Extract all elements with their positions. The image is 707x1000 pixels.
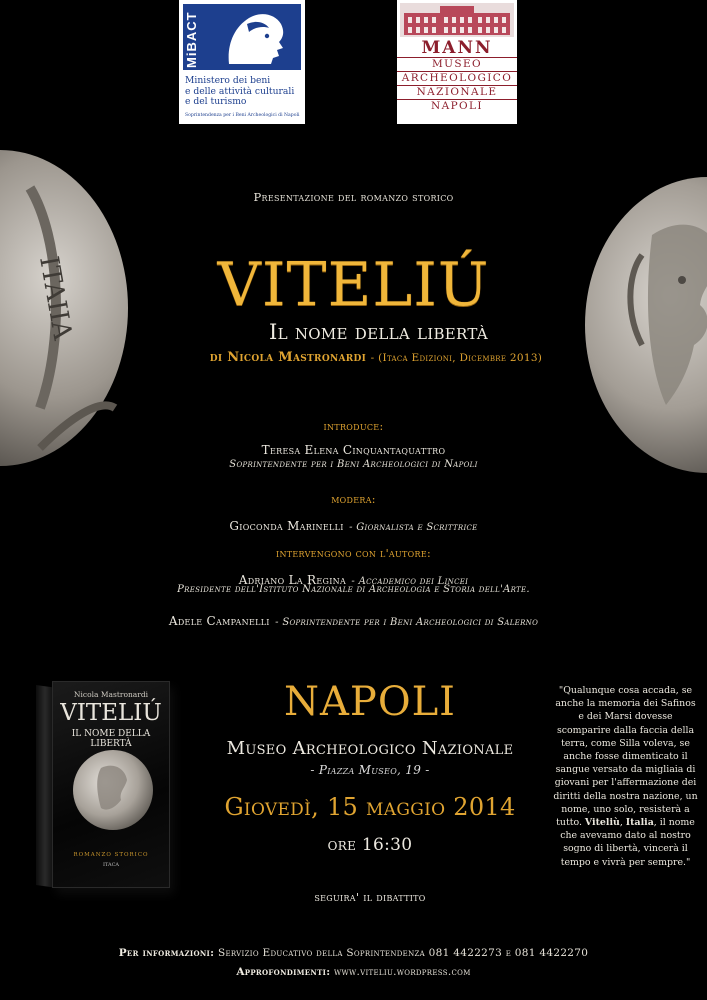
book-quote (553, 684, 698, 869)
footer-info-text: Servizio Educativo della Soprintendenza 081 4422273 e 081 4422270 (214, 947, 589, 959)
mibact-line-2: e delle attività culturali (185, 85, 295, 97)
event-venue: Museo Archeologico Nazionale (226, 738, 514, 759)
event-address: - Piazza Museo, 19 - (310, 763, 430, 777)
introduce-desc: Soprintendente per i Beni Archeologici di Napoli (229, 459, 478, 470)
mann-line-2: ARCHEOLOGICO (397, 71, 517, 85)
event-time: ore 16:30 (327, 835, 413, 855)
museum-building-icon (400, 3, 514, 37)
presentation-intro: Presentazione del romanzo storico (253, 190, 454, 204)
speaker-1-desc: - Accademico dei Lincei (351, 576, 469, 587)
modera-desc: - Giornalista e Scrittrice (349, 522, 478, 533)
book-cover-subtitle: IL NOME DELLA LIBERTÀ (71, 729, 151, 749)
event-followup: seguira' il dibattito (314, 890, 426, 904)
speaker-2-desc: - Soprintendente per i Beni Archeologici di Salerno (275, 617, 539, 628)
book-title: VITELIÚ (217, 250, 490, 320)
mann-line-1: MUSEO (397, 57, 517, 71)
introduce-name: Teresa Elena Cinquantaquattro (261, 443, 446, 457)
book-cover-title: VITELIÚ (60, 700, 162, 726)
mann-logo (397, 0, 517, 124)
modera-line (0, 515, 707, 534)
author-line (0, 350, 707, 365)
intervengono-label: intervengono con l'autore: (276, 547, 431, 560)
quote-bold-2: Italia (625, 817, 654, 829)
modera-name: Gioconda Marinelli (229, 519, 344, 533)
modera-label: modera: (331, 493, 376, 506)
speaker-2-name: Adele Campanelli (168, 614, 270, 628)
book-cover-author: Nicola Mastronardi (73, 690, 149, 699)
footer-links (0, 966, 707, 978)
mibact-head-emblem (209, 6, 295, 66)
quote-bold-1: Viteliù (584, 817, 620, 829)
book-cover-publisher: ITACA (102, 862, 120, 868)
quote-sep: , (619, 817, 626, 829)
book-coin-image (71, 748, 155, 832)
mibact-mark: MiBACT (184, 11, 199, 68)
mibact-line-3: e del turismo (185, 96, 247, 108)
speaker-2-line (0, 610, 707, 629)
footer-info-label: Per informazioni: (118, 947, 215, 959)
mann-wordmark (397, 39, 517, 113)
svg-text:ITAIIA: ITAIIA (33, 254, 78, 343)
footer-links-text: www.viteliu.wordpress.com (330, 966, 471, 978)
speaker-1-desc-2: Presidente dell'Istituto Nazionale di Archeologia e Storia dell'Arte. (177, 584, 530, 595)
book-subtitle: Il nome della libertà (269, 320, 488, 344)
mann-line-3: NAZIONALE (397, 85, 517, 99)
introduce-label: introduce: (323, 420, 384, 433)
footer-links-label: Approfondimenti: (236, 966, 331, 978)
event-date: Giovedì, 15 maggio 2014 (224, 793, 516, 821)
quote-part-2: , il nome che avevamo dato al nostro sogno di libertà, vincerà il tempo e vivrà per sempre." (560, 817, 695, 868)
mann-mark: MANN (421, 38, 493, 58)
speaker-1-name: Adriano La Regina (238, 573, 347, 587)
mibact-logo (179, 0, 305, 124)
event-city: NAPOLI (284, 679, 456, 725)
book-cover-genre: ROMANZO STORICO (73, 852, 149, 858)
mibact-line-1: Ministero dei beni (185, 75, 271, 86)
mibact-subtitle: Soprintendenza per i Beni Archeologici di Napoli (185, 113, 300, 118)
author-edition: - (Itaca Edizioni, Dicembre 2013) (370, 352, 543, 364)
mann-line-4: NAPOLI (397, 99, 517, 113)
quote-part-1: "Qualunque cosa accada, se anche la memoria dei Safinos e dei Marsi dovesse scomparire dalla faccia della terra, come Silla voleva, se anche fosse dimenticato il sangue versato da migliaia di giovani per l'affermazione dei diritti della nostra nazione, un nome, uno solo, resisterà a tutto. (553, 685, 698, 829)
book-cover-image (36, 681, 168, 896)
footer-info (0, 947, 707, 959)
book-cover (52, 681, 170, 888)
mibact-text (185, 76, 301, 108)
author-name: di Nicola Mastronardi (209, 350, 367, 365)
